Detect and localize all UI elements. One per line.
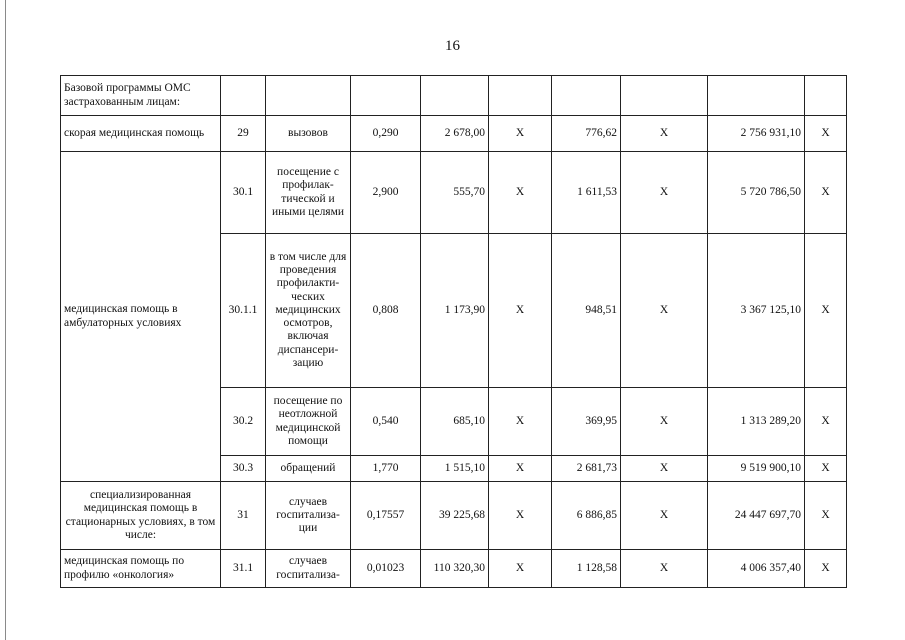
row-c9: 3 367 125,10: [708, 234, 805, 388]
row-c10: Х: [805, 482, 847, 550]
row-code: 30.1: [221, 152, 266, 234]
row-c7: 1 611,53: [552, 152, 621, 234]
page-edge-line: [5, 0, 6, 640]
row-c9: 1 313 289,20: [708, 388, 805, 456]
row-unit: случаев госпитализа-ции: [266, 482, 351, 550]
row-norm: [351, 76, 421, 116]
row-unit: посещение по неотложной медицинской помощи: [266, 388, 351, 456]
row-unit: [266, 76, 351, 116]
row-c8: Х: [621, 388, 708, 456]
row-c9: 5 720 786,50: [708, 152, 805, 234]
row-c8: Х: [621, 152, 708, 234]
row-cost: 39 225,68: [421, 482, 489, 550]
row-code: [221, 76, 266, 116]
row-c6: Х: [489, 388, 552, 456]
row-c7: [552, 76, 621, 116]
row-c10: [805, 76, 847, 116]
row-cost: 2 678,00: [421, 116, 489, 152]
row-c10: Х: [805, 456, 847, 482]
row-c10: Х: [805, 116, 847, 152]
row-c6: Х: [489, 550, 552, 588]
row-unit: в том числе для проведения профилакти-ческих медицинских осмотров, включая диспансери-зацию: [266, 234, 351, 388]
row-c8: Х: [621, 116, 708, 152]
page-number: 16: [445, 38, 460, 54]
row-unit: вызовов: [266, 116, 351, 152]
row-c10: Х: [805, 234, 847, 388]
row-c8: Х: [621, 482, 708, 550]
row-norm: 0,540: [351, 388, 421, 456]
row-unit: посещение с профилак-тической и иными целями: [266, 152, 351, 234]
row-norm: 0,808: [351, 234, 421, 388]
row-cost: [421, 76, 489, 116]
row-c9: 9 519 900,10: [708, 456, 805, 482]
row-norm: 0,01023: [351, 550, 421, 588]
row-c9: 2 756 931,10: [708, 116, 805, 152]
row-name: специализированная медицинская помощь в стационарных условиях, в том числе:: [61, 482, 221, 550]
table-row: [61, 482, 847, 550]
row-c8: [621, 76, 708, 116]
row-name: медицинская помощь по профилю «онкология»: [61, 550, 221, 588]
row-c10: Х: [805, 152, 847, 234]
row-c7: 2 681,73: [552, 456, 621, 482]
row-c7: 1 128,58: [552, 550, 621, 588]
table-row: [61, 116, 847, 152]
row-code: 30.2: [221, 388, 266, 456]
table-row: [61, 76, 847, 116]
row-c7: 6 886,85: [552, 482, 621, 550]
row-c6: Х: [489, 152, 552, 234]
row-c8: Х: [621, 234, 708, 388]
row-c9: 24 447 697,70: [708, 482, 805, 550]
table-row: [61, 550, 847, 588]
row-c7: 776,62: [552, 116, 621, 152]
row-unit: обращений: [266, 456, 351, 482]
row-code: 31: [221, 482, 266, 550]
row-c6: Х: [489, 456, 552, 482]
row-cost: 1 173,90: [421, 234, 489, 388]
row-c6: Х: [489, 482, 552, 550]
row-cost: 555,70: [421, 152, 489, 234]
row-c9: [708, 76, 805, 116]
table-row: [61, 152, 847, 234]
row-code: 29: [221, 116, 266, 152]
row-norm: 0,17557: [351, 482, 421, 550]
row-code: 31.1: [221, 550, 266, 588]
row-cost: 685,10: [421, 388, 489, 456]
row-c8: Х: [621, 456, 708, 482]
row-cost: 1 515,10: [421, 456, 489, 482]
row-c10: Х: [805, 388, 847, 456]
row-norm: 0,290: [351, 116, 421, 152]
row-unit: случаев госпитализа-: [266, 550, 351, 588]
tariff-table: [60, 75, 847, 588]
row-name: Базовой программы ОМС застрахованным лицам:: [61, 76, 221, 116]
row-c7: 369,95: [552, 388, 621, 456]
row-norm: 2,900: [351, 152, 421, 234]
row-c9: 4 006 357,40: [708, 550, 805, 588]
row-cost: 110 320,30: [421, 550, 489, 588]
row-code: 30.1.1: [221, 234, 266, 388]
row-code: 30.3: [221, 456, 266, 482]
row-c8: Х: [621, 550, 708, 588]
row-norm: 1,770: [351, 456, 421, 482]
row-c6: Х: [489, 234, 552, 388]
row-c6: Х: [489, 116, 552, 152]
row-c6: [489, 76, 552, 116]
row-name: медицинская помощь в амбулаторных условиях: [61, 152, 221, 482]
row-c7: 948,51: [552, 234, 621, 388]
row-c10: Х: [805, 550, 847, 588]
row-name: скорая медицинская помощь: [61, 116, 221, 152]
